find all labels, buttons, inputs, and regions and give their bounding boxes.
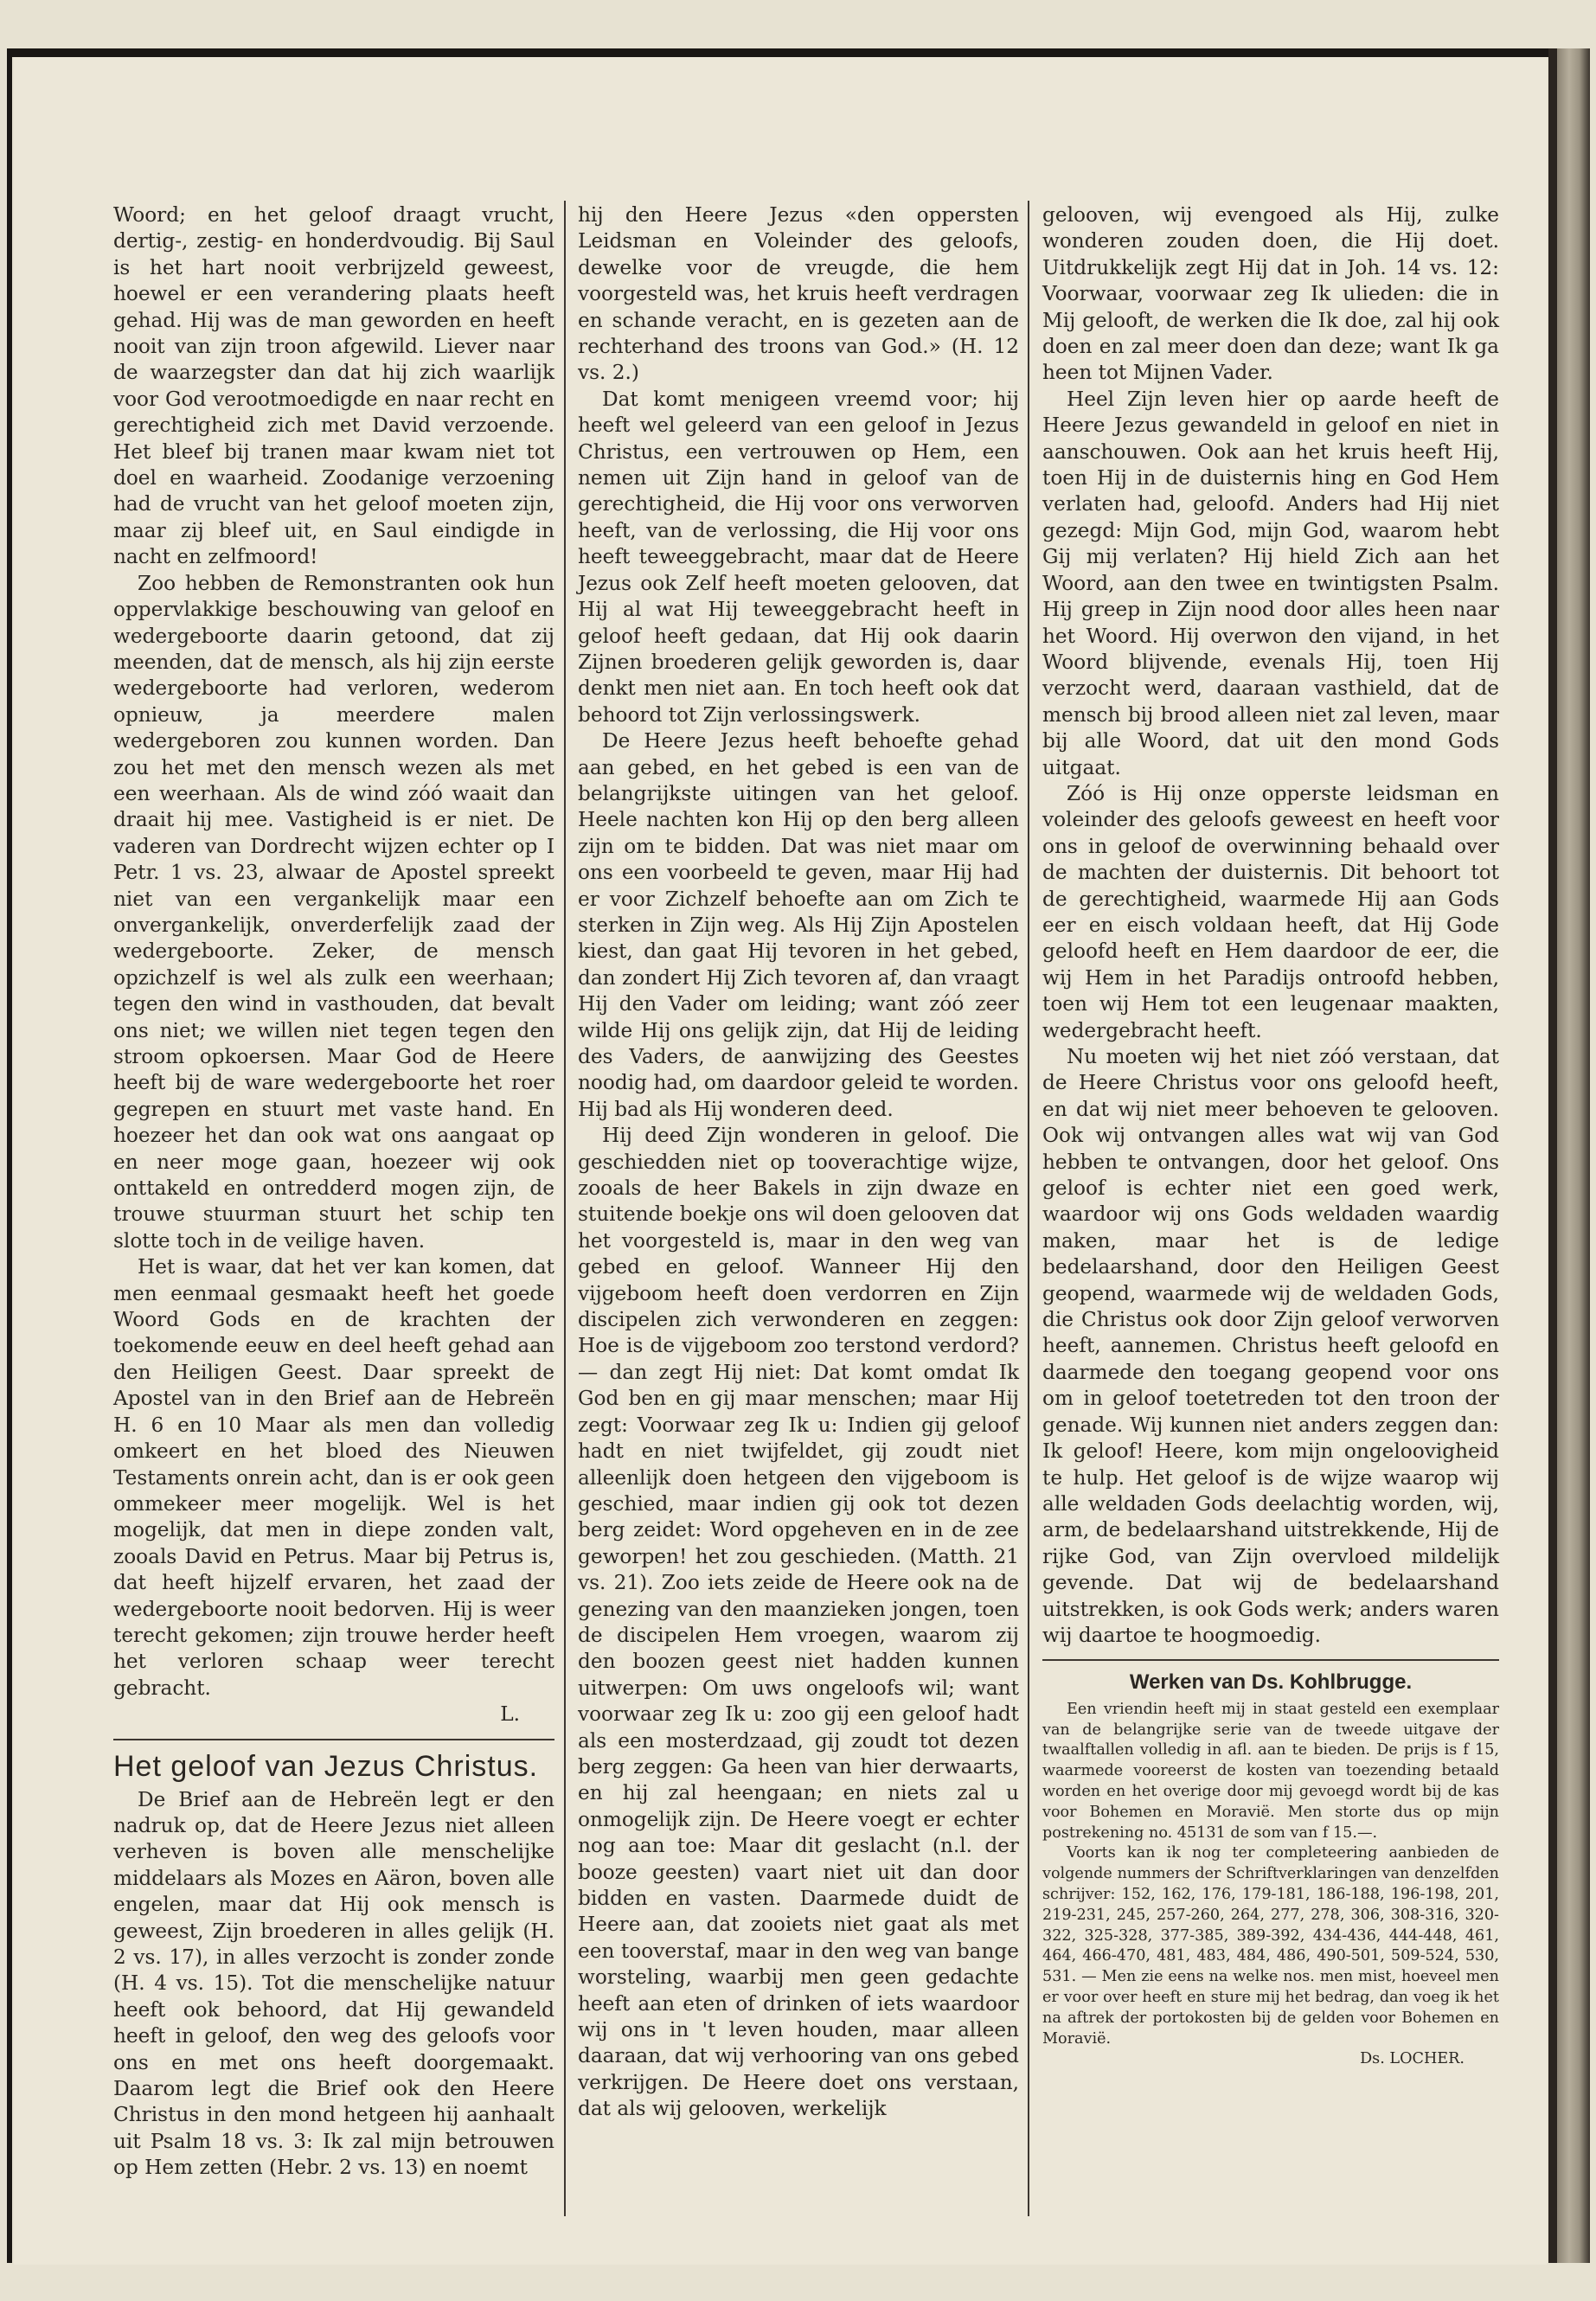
column-rule-2 <box>1028 201 1029 2216</box>
column-1 <box>113 202 554 2182</box>
column-2 <box>578 202 1019 2123</box>
article-paragraph: Zóó is Hij onze opperste leidsman en voleinder des geloofs geweest en heeft voor ons in geloof de overwinning behaald over de machten der duisternis. Dit behoort tot de gerechtigheid, waarmede Hij aan Gods eer en eisch voldaan heeft, dat Hij Gode geloofd heeft en Hem daardoor de eer, die wij Hem in het Paradijs ontroofd hebben, toen wij Hem tot een leugenaar maakten, wedergebracht heeft. <box>1042 781 1499 1042</box>
column-3 <box>1042 202 1499 2070</box>
column-rule-1 <box>564 201 566 2216</box>
notice-title: Werken van Ds. Kohlbrugge. <box>1129 1670 1413 1695</box>
article-paragraph: Heel Zijn leven hier op aarde heeft de Heere Jezus gewandeld in geloof en niet in aanschouwen. Ook aan het kruis heeft Hij, toen Hij in de duisternis hing en God Hem verlaten had, geloofd. Anders had Hij niet gezegd: Mijn God, mijn God, waarom hebt Gij mij verlaten? Hij hield Zich aan het Woord, aan den twee en twintigsten Psalm. Hij greep in Zijn nood door alles heen naar het Woord. Hij overwon den vijand, in het Woord blijvende, evenals Hij, toen Hij verzocht werd, daaraan vasthield, dat de mensch bij brood alleen niet zal leven, maar bij alle Woord, dat uit den mond Gods uitgaat. <box>1042 387 1499 779</box>
binding-edge-left <box>7 48 12 2263</box>
section-divider <box>1042 1659 1499 1661</box>
book-spine <box>1548 48 1590 2263</box>
notice-paragraph: Een vriendin heeft mij in staat gesteld een exemplaar van de belangrijke serie van de tweede uitgave der twaalftallen volledig in afl. aan te bieden. De prijs is f 15, waarmede vooreerst de kosten van toezending betaald worden en het overige door mij gevoegd wordt bij de kas voor Bohemen en Moravië. Men storte dus op mijn postrekening no. 45131 de som van f 15.—. <box>1042 1700 1499 1842</box>
article-paragraph: Dat komt menigeen vreemd voor; hij heeft wel geleerd van een geloof in Jezus Christus, een vertrouwen op Hem, een nemen uit Zijn hand in geloof van de gerechtigheid, die Hij voor ons verworven heeft, van de verlossing, die Hij voor ons heeft teweeggebracht, maar dat de Heere Jezus ook Zelf heeft moeten gelooven, dat Hij al wat Hij teweeggebracht heeft in geloof heeft gedaan, dat Hij ook daarin Zijnen broederen gelijk geworden is, daar denkt men niet aan. En toch heeft ook dat behoord tot Zijn verlossingswerk. <box>578 387 1019 727</box>
article-signature: L. <box>500 1702 520 1727</box>
article-paragraph: De Brief aan de Hebreën legt er den nadruk op, dat de Heere Jezus niet alleen verheven is boven alle menschelijke middelaars als Mozes en Aäron, boven alle engelen, maar dat Hij ook mensch is geweest, Zijn broederen in alles gelijk (H. 2 vs. 17), in alles verzocht is zonder zonde (H. 4 vs. 15). Tot die menschelijke natuur heeft ook behoord, dat Hij gewandeld heeft in geloof, den weg des geloofs voor ons en met ons heeft doorgemaakt. Daarom legt die Brief ook den Heere Christus in den mond hetgeen hij aanhaalt uit Psalm 18 vs. 3: Ik zal mijn betrouwen op Hem zetten (Hebr. 2 vs. 13) en noemt <box>113 1787 554 2180</box>
article-paragraph: Zoo hebben de Remonstranten ook hun oppervlakkige beschouwing van geloof en wedergeboorte daarin getoond, dat zij meenden, dat de mensch, als hij zijn eerste wedergeboorte had verloren, wederom opnieuw, ja meerdere malen wedergeboren zou kunnen worden. Dan zou het met den mensch wezen als met een weerhaan. Als de wind zóó waait dan draait hij mee. Vastigheid is er niet. De vaderen van Dordrecht wijzen echter op I Petr. 1 vs. 23, alwaar de Apostel spreekt niet van een vergankelijk maar een onvergankelijk, onverderfelijk zaad der wedergeboorte. Zeker, de mensch opzichzelf is wel als zulk een weerhaan; tegen den wind in vasthouden, dat bevalt ons niet; we willen niet tegen tegen den stroom opkoersen. Maar God de Heere heeft bij de ware wedergeboorte het roer gegrepen en stuurt met vaste hand. En hoezeer het dan ook wat ons aangaat op en neer moge gaan, hoezeer wij ook onttakeld en ontredderd mogen zijn, de trouwe stuurman stuurt het schip ten slotte toch in de veilige haven. <box>113 571 554 1253</box>
notice-signature: Ds. LOCHER. <box>1360 2050 1465 2068</box>
article-paragraph: hij den Heere Jezus «den oppersten Leidsman en Voleinder des geloofs, dewelke voor de vreugde, die hem voorgesteld was, het kruis heeft verdragen en schande veracht, en is gezeten aan de rechterhand des troons van God.» (H. 12 vs. 2.) <box>578 203 1019 385</box>
article-paragraph: Nu moeten wij het niet zóó verstaan, dat de Heere Christus voor ons geloofd heeft, en dat wij niet meer behoeven te gelooven. Ook wij ontvangen alles wat wij van God hebben te ontvangen, door het geloof. Ons geloof is echter niet een goed werk, waardoor wij ons Gods weldaden waardig maken, maar het is de ledige bedelaarshand, door den Heiligen Geest geopend, waarmede wij de weldaden Gods, die Christus ook door Zijn geloof verworven heeft, aannemen. Christus heeft geloofd en daarmede den toegang geopend voor ons om in geloof toetetreden tot den troon der genade. Wij kunnen niet anders zeggen dan: Ik geloof! Heere, kom mijn ongeloovigheid te hulp. Het geloof is de wijze waarop wij alle weldaden Gods deelachtig worden, wij, arm, de bedelaarshand uitstrekkende, Hij de rijke God, van Zijn overvloed mildelijk gevende. Dat wij de bedelaarshand uitstrekken, is ook Gods werk; anders waren wij daartoe te hoogmoedig. <box>1042 1045 1499 1647</box>
binding-edge-top <box>7 48 1590 57</box>
newspaper-page <box>14 57 1547 2265</box>
section-divider <box>113 1739 554 1740</box>
notice-paragraph: Voorts kan ik nog ter completeering aanbieden de volgende nummers der Schriftverklaringen van denzelfden schrijver: 152, 162, 176, 179-181, 186-188, 196-198, 201, 219-231, 245, 257-260, 264, 277, 278, 306, 308-316, 320-322, 325-328, 377-385, 389-392, 434-436, 444-448, 461, 464, 466-470, 481, 483, 484, 486, 490-501, 509-524, 530, 531. — Men zie eens na welke nos. men mist, hoeveel men er voor over heeft en sture mij het bedrag, dan voeg ik het na aftrek der portokosten bij de gelden voor Bohemen en Moravië. <box>1042 1844 1499 2048</box>
article-paragraph: Hij deed Zijn wonderen in geloof. Die geschiedden niet op tooverachtige wijze, zooals de heer Bakels in zijn dwaze en stuitende boekje ons wil doen gelooven dat het voorgesteld is, maar in den weg van gebed en geloof. Wanneer Hij den vijgeboom heeft doen verdorren en Zijn discipelen zich verwonderen en zeggen: Hoe is de vijgeboom zoo terstond verdord? — dan zegt Hij niet: Dat komt omdat Ik God ben en gij maar menschen; maar Hij zegt: Voorwaar zeg Ik u: Indien gij geloof hadt en niet twijfeldet, gij zoudt niet alleenlijk doen hetgeen den vijgeboom is geschied, maar indien gij ook tot dezen berg zeidet: Word opgeheven en in de zee geworpen! het zou geschieden. (Matth. 21 vs. 21). Zoo iets zeide de Heere ook na de genezing van den maanzieken jongen, toen de discipelen Hem vroegen, waarom zij den boozen geest niet hadden kunnen uitwerpen: Om uws ongeloofs wil; want voorwaar zeg Ik u: zoo gij een geloof hadt als een mosterdzaad, gij zoudt tot dezen berg zeggen: Ga heen van hier derwaarts, en hij zal heengaan; en niets zal u onmogelijk zijn. De Heere voegt er echter nog aan toe: Maar dit geslacht (n.l. der booze geesten) vaart niet uit dan door bidden en vasten. Daarmede duidt de Heere aan, dat zooiets niet gaat als met een tooverstaf, maar in den weg van bange worsteling, waarbij men geen gedachte heeft aan eten of drinken of iets waardoor wij ons in 't leven houden, maar alleen daaraan, dat wij verhooring van ons gebed verkrijgen. De Heere doet ons verstaan, dat als wij gelooven, werkelijk <box>578 1124 1019 2121</box>
article-paragraph: gelooven, wij evengoed als Hij, zulke wonderen zouden doen, die Hij doet. Uitdrukkelijk zegt Hij dat in Joh. 14 vs. 12: Voorwaar, voorwaar zeg Ik ulieden: die in Mij gelooft, de werken die Ik doe, zal hij ook doen en zal meer doen dan deze; want Ik ga heen tot Mijnen Vader. <box>1042 203 1499 385</box>
article-paragraph: Het is waar, dat het ver kan komen, dat men eenmaal gesmaakt heeft het goede Woord Gods en de krachten der toekomende eeuw en deel heeft gehad aan den Heiligen Geest. Daar spreekt de Apostel van in den Brief aan de Hebreën H. 6 en 10 Maar als men dan volledig omkeert en het bloed des Nieuwen Testaments onrein acht, dan is er ook geen ommekeer meer mogelijk. Wel is het mogelijk, dat men in diepe zonden valt, zooals David en Petrus. Maar bij Petrus is, dat heeft hijzelf ervaren, het zaad der wedergeboorte nooit bedorven. Hij is weer terecht gekomen; zijn trouwe herder heeft het verloren schaap weer terecht gebracht. <box>113 1255 554 1700</box>
article-paragraph: Woord; en het geloof draagt vrucht, dertig-, zestig- en honderdvoudig. Bij Saul is het hart nooit verbrijzeld geweest, hoewel er een verandering plaats heeft gehad. Hij was de man geworden en heeft nooit van zijn troon afgewild. Liever naar de waarzegster dan dat hij zich waarlijk voor God verootmoedigde en naar recht en gerechtigheid zich met David verzoende. Het bleef bij tranen maar kwam niet tot doel en waarheid. Zoodanige verzoening had de vrucht van het geloof moeten zijn, maar zij bleef uit, en Saul eindigde in nacht en zelfmoord! <box>113 203 554 569</box>
section-title: Het geloof van Jezus Christus. <box>113 1749 539 1783</box>
article-paragraph: De Heere Jezus heeft behoefte gehad aan gebed, en het gebed is een van de belangrijkste uitingen van het geloof. Heele nachten kon Hij op den berg alleen zijn om te bidden. Dat was niet maar om ons een voorbeeld te geven, maar Hij had er voor Zichzelf behoefte aan om Zich te sterken in Zijn weg. Als Hij Zijn Apostelen kiest, dan gaat Hij tevoren in het gebed, dan zondert Hij Zich tevoren af, dan vraagt Hij den Vader om leiding; want zóó zeer wilde Hij ons gelijk zijn, dat Hij de leiding des Vaders, de aanwijzing des Geestes noodig had, om daardoor geleid te worden. Hij bad als Hij wonderen deed. <box>578 729 1019 1121</box>
